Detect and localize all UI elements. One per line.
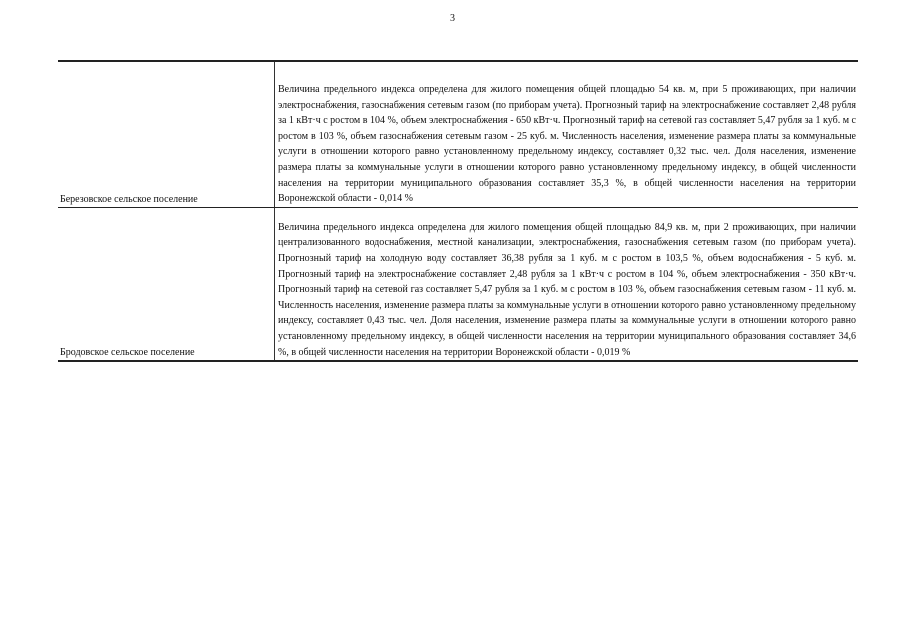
- table-row: [58, 61, 858, 207]
- settlement-name: Бродовское сельское поселение: [60, 347, 195, 359]
- settlement-cell: [58, 61, 275, 207]
- page-number: 3: [450, 13, 455, 24]
- description-cell: [275, 207, 859, 361]
- index-description: Величина предельного индекса определена для жилого помещения общей площадью 54 кв. м, при 5 проживающих, при наличии электроснабжения, газоснабжения сетевым газом (по приборам учета). Прогнозный тариф на электроснабжение составляет 2,48 рубля за 1 кВт·ч с ростом в 104 %, объем электроснабжения - 650 кВт·ч. Прогнозный тариф на сетевой газ составляет 5,47 рубля за 1 куб. м с ростом в 103 %, объем газоснабжения сетевым газом - 25 куб. м. Численность населения, изменение размера платы за коммунальные услуги в отношении которого равно установленному предельному индексу, составляет 0,32 тыс. чел. Доля населения, изменение размера платы за коммунальные услуги в отношении которого равно установленному предельному индексу, в общей численности населения на территории муниципального образования составляет 35,3 %, в общей численности населения на территории Воронежской области - 0,014 %: [278, 84, 856, 205]
- index-description: Величина предельного индекса определена для жилого помещения общей площадью 84,9 кв. м, при 2 проживающих, при наличии централизованного водоснабжения, местной канализации, электроснабжения, газоснабжения сетевым газом (по приборам учета). Прогнозный тариф на холодную воду составляет 36,38 рубля за 1 куб. м с ростом в 103,5 %, объем водоснабжения - 5 куб. м. Прогнозный тариф на электроснабжение составляет 2,48 рубля за 1 кВт·ч с ростом в 104 %, объем электроснабжения - 350 кВт·ч. Прогнозный тариф на сетевой газ составляет 5,47 рубля за 1 куб. м с ростом в 103 %, объем газоснабжения сетевым газом - 11 куб. м. Численность населения, изменение размера платы за коммунальные услуги в отношении которого равно установленному предельному индексу, составляет 0,43 тыс. чел. Доля населения, изменение размера платы за коммунальные услуги в отношении которого равно установленному предельному индексу, в общей численности населения на территории муниципального образования составляет 34,6 %, в общей численности населения на территории Воронежской области - 0,019 %: [278, 221, 856, 358]
- tariff-index-table: [58, 60, 858, 362]
- table-row: [58, 207, 858, 361]
- description-cell: [275, 61, 859, 207]
- settlement-name: Березовское сельское поселение: [60, 193, 198, 205]
- settlement-cell: [58, 207, 275, 361]
